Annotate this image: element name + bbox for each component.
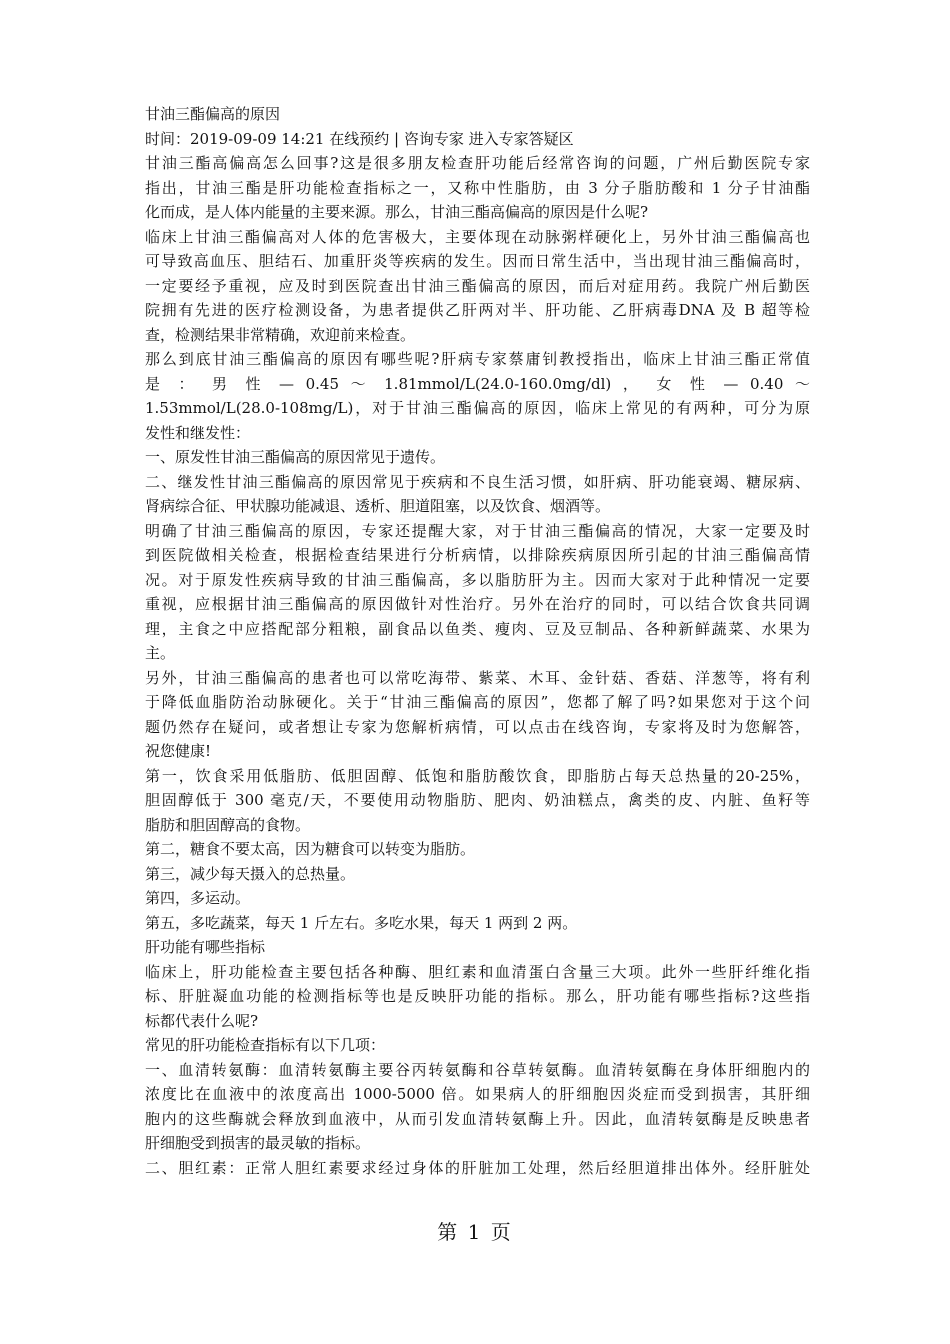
text-line: 发性和继发性：: [145, 423, 251, 442]
text-line: 指出，甘油三酯是肝功能检查指标之一，又称中性脂肪，由 3 分子脂肪酸和 1 分子甘油酯: [145, 178, 810, 197]
text-line: 题仍然存在疑问，或者想让专家为您解析病情，可以点击在线咨询，专家将及时为您解答，: [145, 717, 810, 736]
text-line: 时间：2019-09-09 14:21 在线预约 | 咨询专家 进入专家答疑区: [145, 129, 574, 148]
text-line: 一、血清转氨酶：血清转氨酶主要谷丙转氨酶和谷草转氨酶。血清转氨酶在身体肝细胞内的: [145, 1060, 810, 1079]
text-line: 标、肝脏凝血功能的检测指标等也是反映肝功能的指标。那么，肝功能有哪些指标?这些指: [145, 987, 810, 1005]
text-line: 院拥有先进的医疗检测设备，为患者提供乙肝两对半、肝功能、乙肝病毒DNA 及 B 超等检: [145, 301, 810, 319]
text-line: 肝功能有哪些指标: [145, 938, 266, 956]
text-line: 临床上，肝功能检查主要包括各种酶、胆红素和血清蛋白含量三大项。此外一些肝纤维化指: [145, 962, 810, 981]
text-line: 化而成，是人体内能量的主要来源。那么，甘油三酯高偏高的原因是什么呢?: [145, 203, 649, 221]
text-line: 浓度比在血液中的浓度高出 1000-5000 倍。如果病人的肝细胞因炎症而受到损害，其肝细: [145, 1085, 810, 1103]
text-line: 二、胆红素：正常人胆红素要求经过身体的肝脏加工处理，然后经胆道排出体外。经肝脏处: [145, 1158, 810, 1177]
text-line: 肝细胞受到损害的最灵敏的指标。: [145, 1134, 371, 1152]
text-line: 第四，多运动。: [145, 889, 251, 907]
text-line: 标都代表什么呢?: [145, 1011, 259, 1030]
text-line: 到医院做相关检查，根据检查结果进行分析病情，以排除疾病原因所引起的甘油三酯偏高情: [145, 546, 810, 564]
text-line: 甘油三酯偏高的原因: [145, 105, 281, 123]
text-line: 重视，应根据甘油三酯偏高的原因做针对性治疗。另外在治疗的同时，可以结合饮食共同调: [145, 595, 810, 613]
text-line: 理，主食之中应搭配部分粗粮，副食品以鱼类、瘦肉、豆及豆制品、各种新鲜蔬菜、水果为: [145, 619, 810, 638]
text-line: 第一，饮食采用低脂肪、低胆固醇、低饱和脂肪酸饮食，即脂肪占每天总热量的20-25%，: [145, 766, 810, 785]
page-number: 第 1 页: [437, 1220, 513, 1244]
text-line: 二、继发性甘油三酯偏高的原因常见于疾病和不良生活习惯，如肝病、肝功能衰竭、糖尿病、: [145, 472, 810, 491]
text-line: 是 ： 男 性 — 0.45 ～ 1.81mmol/L(24.0-160.0mg/dl) ， 女 性 — 0.40 ～: [145, 374, 810, 393]
text-line: 一、原发性甘油三酯偏高的原因常见于遗传。: [145, 448, 446, 466]
text-line: 第五，多吃蔬菜，每天 1 斤左右。多吃水果，每天 1 两到 2 两。: [145, 913, 578, 932]
text-line: 脂肪和胆固醇高的食物。: [145, 815, 311, 834]
text-line: 另外，甘油三酯偏高的患者也可以常吃海带、紫菜、木耳、金针菇、香菇、洋葱等，将有利: [145, 668, 810, 687]
text-line: 可导致高血压、胆结石、加重肝炎等疾病的发生。因而日常生活中，当出现甘油三酯偏高时，: [145, 252, 810, 270]
document-body: [145, 102, 810, 1180]
text-line: 1.53mmol/L(28.0-108mg/L)，对于甘油三酯偏高的原因，临床上常见的有两种，可分为原: [145, 399, 810, 417]
text-line: 于降低血脂防治动脉硬化。关于“甘油三酯偏高的原因”，您都了解了吗?如果您对于这个问: [145, 693, 810, 711]
text-line: 第二，糖食不要太高，因为糖食可以转变为脂肪。: [145, 840, 476, 858]
text-line: 第三，减少每天摄入的总热量。: [145, 864, 356, 883]
text-line: 常见的肝功能检查指标有以下几项：: [145, 1036, 386, 1054]
text-line: 甘油三酯高偏高怎么回事?这是很多朋友检查肝功能后经常咨询的问题，广州后勤医院专家: [145, 154, 810, 172]
text-line: 胆固醇低于 300 毫克/天，不要使用动物脂肪、肥肉、奶油糕点，禽类的皮、内脏、鱼籽等: [145, 791, 810, 809]
text-line: 临床上甘油三酯偏高对人体的危害极大，主要体现在动脉粥样硬化上，另外甘油三酯偏高也: [145, 227, 810, 246]
text-line: 一定要经予重视，应及时到医院查出甘油三酯偏高的原因，而后对症用药。我院广州后勤医: [145, 276, 810, 295]
text-line: 况。对于原发性疾病导致的甘油三酯偏高，多以脂肪肝为主。因而大家对于此种情况一定要: [145, 570, 810, 589]
text-line: 查，检测结果非常精确，欢迎前来检查。: [145, 325, 416, 344]
text-line: 那么到底甘油三酯偏高的原因有哪些呢?肝病专家蔡庸钊教授指出，临床上甘油三酯正常值: [145, 350, 810, 368]
text-line: 胞内的这些酶就会释放到血液中，从而引发血清转氨酶上升。因此，血清转氨酶是反映患者: [145, 1109, 810, 1128]
text-line: 肾病综合征、甲状腺功能减退、透析、胆道阻塞，以及饮食、烟酒等。: [145, 497, 611, 515]
text-line: 主。: [145, 644, 176, 662]
text-line: 明确了甘油三酯偏高的原因，专家还提醒大家，对于甘油三酯偏高的情况，大家一定要及时: [145, 521, 810, 540]
text-line: 祝您健康!: [145, 742, 212, 760]
